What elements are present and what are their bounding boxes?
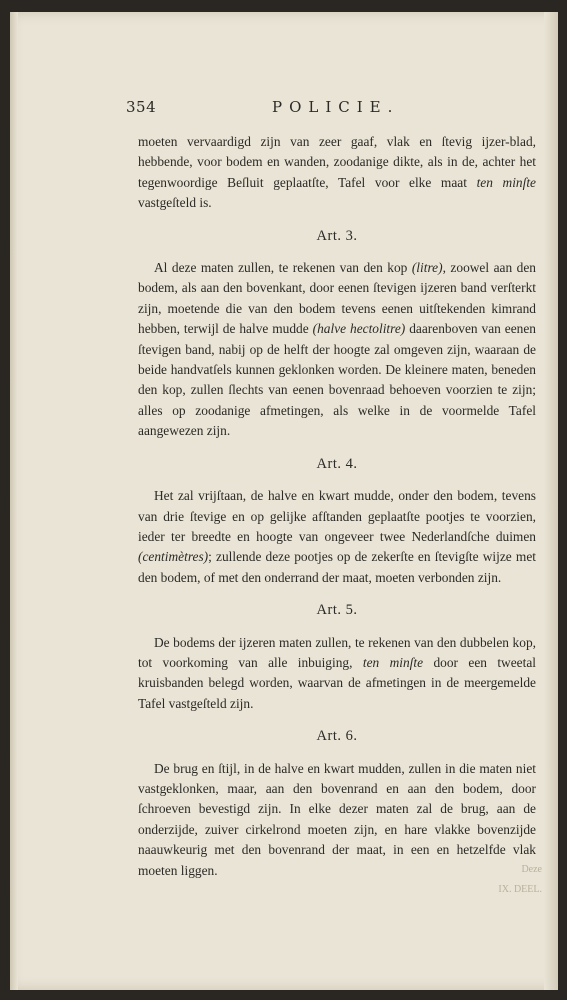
article-5-heading: Art. 5. [316, 602, 358, 619]
article-6-paragraph [138, 759, 536, 881]
book-page [10, 12, 558, 990]
intro-text-2: vastgeſteld is. [138, 195, 212, 211]
article-4-heading: Art. 4. [316, 455, 358, 472]
intro-text-1: moeten vervaardigd zijn van zeer gaaf, vlak en ſtevig ijzer-blad, hebbende, voor bodem en wanden, zoodanige dikte, als in de, achter het tegenwoordige Beſluit geplaatſte, Tafel voor elke maat [138, 134, 536, 190]
art3-italic-1: (litre) [411, 260, 443, 276]
intro-italic-1: ten minſte [476, 174, 536, 190]
edge-mark-1: Deze [521, 864, 542, 875]
intro-paragraph [138, 132, 536, 214]
art4-italic-1: (centimètres) [138, 549, 209, 565]
art5-text-1: De bodems der ijzeren maten zullen, te rekenen van den dubbelen kop, tot voorkoming van alle inbuiging, [138, 634, 536, 670]
article-5-paragraph [138, 633, 536, 715]
art5-text-2: door een tweetal kruisbanden belegd worden, waarvan de afmetingen in de meergemelde Tafel vastgeſteld zijn. [138, 654, 536, 711]
article-3-paragraph [138, 258, 536, 442]
art3-text-3: daarenboven van eenen ſtevigen band, nabij op de helft der hoogte zal omgeven zijn, waaraan de beide handvatſels kunnen geklonken worden. De kleinere maten, beneden den kop, zullen ſlechts van eenen bovenraad behoeven voorzien te zijn; alles op zoodanige afmetingen, als welke in de voormelde Tafel aangewezen zijn. [138, 321, 536, 439]
page-header [126, 98, 426, 122]
article-3-heading: Art. 3. [316, 227, 358, 244]
article-6-heading: Art. 6. [316, 728, 358, 745]
art4-text-2: ; zullende deze pootjes op de zekerſte en ſtevigſte wijze met den bodem, of met den onderrand der maat, moeten verbonden zijn. [138, 549, 536, 585]
art3-text-1: Al deze maten zullen, te rekenen van den kop [154, 260, 408, 276]
body-text [138, 132, 536, 881]
art3-italic-2: (halve hectolitre) [312, 321, 406, 337]
art3-text-2: , zoowel aan den bodem, als aan den bovenkant, door eenen ſtevigen ijzeren band verſterkt zijn, moetende die van den bodem tevens eenen uitſtekenden kimrand hebben, terwijl de halve mudde [138, 260, 536, 337]
article-4-paragraph [138, 486, 536, 588]
art5-italic-1: ten minſte [362, 654, 424, 670]
running-title: POLICIE. [272, 98, 400, 116]
art4-text-1: Het zal vrijſtaan, de halve en kwart mudde, onder den bodem, tevens van drie ſtevige en op gelijke afſtanden geplaatſte pootjes te voorzien, ieder ter breedte en hoogte van ongeveer twee Nederlandſche duimen [138, 488, 536, 544]
art6-text-1: De brug en ſtijl, in de halve en kwart mudden, zullen in die maten niet vastgeklonken, maar, aan den bovenrand en aan den bodem, door ſchroeven bevestigd zijn. In elke dezer maten zal de brug, aan de onderzijde, zuiver cirkelrond moeten zijn, en hare vlakke bovenzijde naauwkeurig met den bovenrand der maat, in een en hetzelfde vlak moeten liggen. [138, 760, 536, 878]
page-number: 354 [126, 98, 157, 116]
edge-mark-2: IX. DEEL. [498, 884, 542, 895]
